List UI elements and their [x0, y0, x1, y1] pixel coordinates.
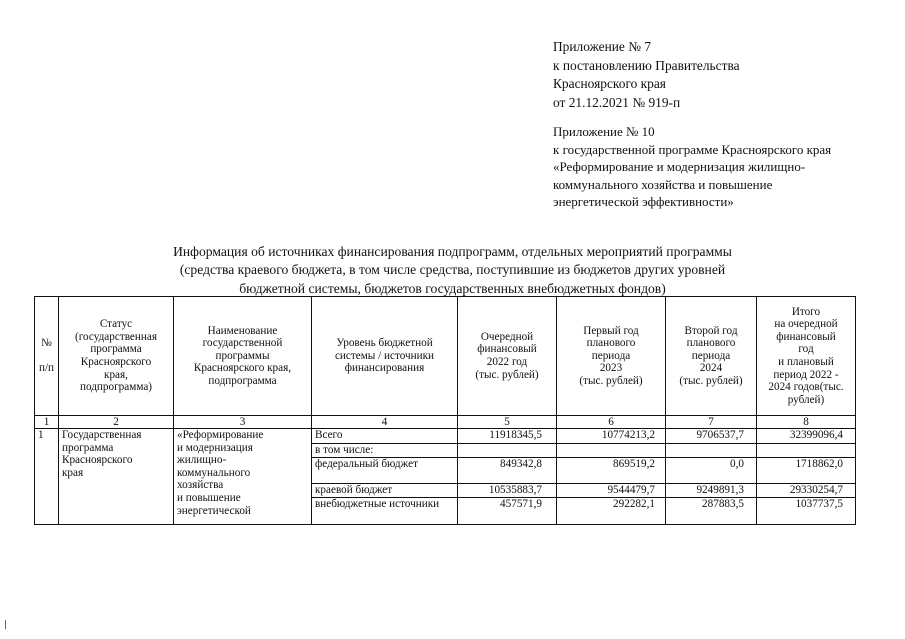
column-number: 8 — [757, 416, 856, 429]
column-number: 7 — [666, 416, 757, 429]
program-name: «Реформирование и модернизация жилищно- коммунального хозяйства и повышение энергетической — [174, 429, 312, 525]
appendix-10-block — [553, 123, 898, 211]
header-2023: Первый год планового периода 2023 (тыс. рублей) — [557, 297, 666, 416]
value-total: 29330254,7 — [757, 483, 856, 497]
column-number: 5 — [458, 416, 557, 429]
value-total: 1037737,5 — [757, 497, 856, 524]
value-2023: 292282,1 — [557, 497, 666, 524]
column-number: 6 — [557, 416, 666, 429]
appendix-7-block — [553, 38, 898, 112]
value-2022: 457571,9 — [458, 497, 557, 524]
header-2024: Второй год планового периода 2024 (тыс. рублей) — [666, 297, 757, 416]
source-cell: в том числе: — [312, 444, 458, 458]
column-number: 1 — [35, 416, 59, 429]
value-total: 1718862,0 — [757, 457, 856, 483]
appendix-7-line: Красноярского края — [553, 76, 666, 92]
source-cell: федеральный бюджет — [312, 457, 458, 483]
header-budget-level: Уровень бюджетной системы / источники финансирования — [312, 297, 458, 416]
financing-table — [34, 296, 856, 525]
value-2022: 849342,8 — [458, 457, 557, 483]
value-total: 32399096,4 — [757, 429, 856, 444]
value-2023 — [557, 444, 666, 458]
header-number: № п/п — [35, 297, 59, 416]
appendix-7-line: Приложение № 7 — [553, 39, 652, 54]
table-row — [35, 429, 856, 444]
header-total: Итого на очередной финансовый год и плановый период 2022 - 2024 годов(тыс. рублей) — [757, 297, 856, 416]
heading-line: бюджетной системы, бюджетов государственных внебюджетных фондов) — [239, 280, 666, 296]
value-total — [757, 444, 856, 458]
value-2024: 9706537,7 — [666, 429, 757, 444]
value-2023: 10774213,2 — [557, 429, 666, 444]
value-2024: 9249891,3 — [666, 483, 757, 497]
value-2024 — [666, 444, 757, 458]
value-2022 — [458, 444, 557, 458]
column-numbers-row — [35, 416, 856, 429]
header-name: Наименование государственной программы Красноярского края, подпрограмма — [174, 297, 312, 416]
heading-line: Информация об источниках финансирования подпрограмм, отдельных мероприятий программы — [173, 244, 732, 259]
scan-artifact — [5, 620, 6, 629]
value-2023: 869519,2 — [557, 457, 666, 483]
value-2022: 11918345,5 — [458, 429, 557, 444]
appendix-10-line: энергетической эффективности» — [553, 194, 734, 210]
value-2024: 287883,5 — [666, 497, 757, 524]
header-2022: Очередной финансовый 2022 год (тыс. рублей) — [458, 297, 557, 416]
value-2024: 0,0 — [666, 457, 757, 483]
appendix-7-line: от 21.12.2021 № 919-п — [553, 94, 681, 110]
appendix-7-line: к постановлению Правительства — [553, 57, 740, 73]
appendix-10-line: к государственной программе Красноярского края — [553, 141, 832, 157]
heading-line: (средства краевого бюджета, в том числе средства, поступившие из бюджетов других уровней — [179, 262, 726, 278]
column-number: 2 — [59, 416, 174, 429]
appendix-10-line: Приложение № 10 — [553, 124, 655, 139]
value-2023: 9544479,7 — [557, 483, 666, 497]
source-cell: краевой бюджет — [312, 483, 458, 497]
source-cell: внебюджетные источники — [312, 497, 458, 524]
value-2022: 10535883,7 — [458, 483, 557, 497]
column-number: 4 — [312, 416, 458, 429]
appendix-10-line: коммунального хозяйства и повышение — [553, 176, 773, 192]
program-status: Государственная программа Красноярского края — [59, 429, 174, 525]
document-heading — [40, 243, 865, 298]
program-number: 1 — [35, 429, 59, 525]
appendix-10-line: «Реформирование и модернизация жилищно- — [553, 159, 806, 175]
column-number: 3 — [174, 416, 312, 429]
table-header-row — [35, 297, 856, 416]
header-status: Статус (государственная программа Красноярского края, подпрограмма) — [59, 297, 174, 416]
source-cell: Всего — [312, 429, 458, 444]
